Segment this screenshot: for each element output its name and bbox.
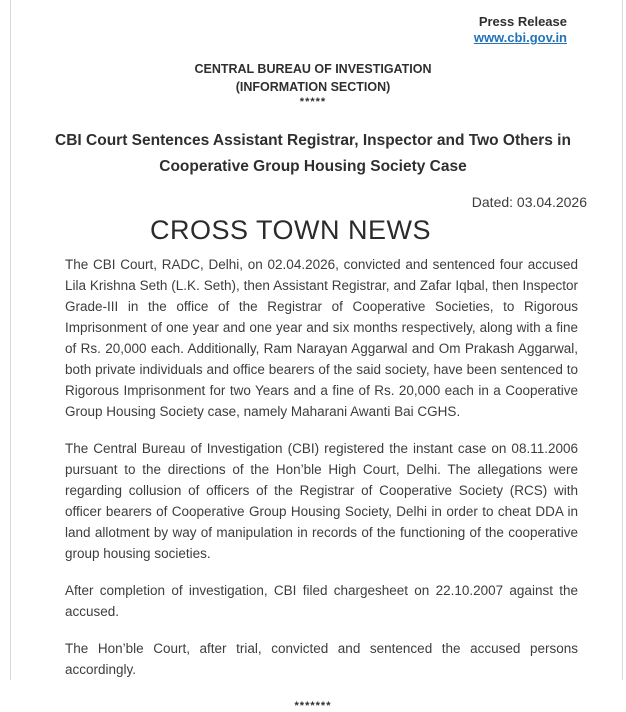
title-line-2: Cooperative Group Housing Society Case <box>159 158 467 175</box>
footer-separator: ******* <box>294 700 332 712</box>
paragraph-4: The Hon’ble Court, after trial, convicted and sentenced the accused persons accordingly. <box>65 641 578 677</box>
header-separator: ***** <box>299 96 327 108</box>
document-header-right <box>0 14 626 46</box>
paragraph-3: After completion of investigation, CBI filed chargesheet on 22.10.2007 against the accused. <box>65 583 578 619</box>
press-release-title <box>40 128 586 180</box>
press-release-label: Press Release <box>478 14 567 29</box>
cross-town-news-watermark: CROSS TOWN NEWS <box>150 215 432 245</box>
date-line: Dated: 03.04.2026 <box>471 194 587 210</box>
cbi-website-link[interactable]: www.cbi.gov.in <box>473 30 567 45</box>
org-name: CENTRAL BUREAU OF INVESTIGATION <box>194 62 432 76</box>
page-right-border <box>622 0 623 680</box>
page-left-border <box>10 0 11 680</box>
paragraph-2: The Central Bureau of Investigation (CBI) registered the instant case on 08.11.2006 pursuant to the directions of the Hon’ble High Court, Delhi. The allegations were regarding collusion of officers of the Registrar of Cooperative Society (RCS) with officer bearers of Cooperative Group Housing Society, Delhi in order to cheat DDA in land allotment by way of manipulation in records of the functioning of the cooperative group housing societies. <box>65 441 578 561</box>
press-release-body <box>65 254 578 680</box>
title-line-1: CBI Court Sentences Assistant Registrar, Inspector and Two Others in <box>55 132 571 149</box>
paragraph-1: The CBI Court, RADC, Delhi, on 02.04.2026, convicted and sentenced four accused Lila Krishna Seth (L.K. Seth), then Assistant Registrar, and Zafar Iqbal, then Inspector Grade-III in the office of the Registrar of Cooperative Societies, to Rigorous Imprisonment of one year and one year and six months respectively, along with a fine of Rs. 20,000 each. Additionally, Ram Narayan Aggarwal and Om Prakash Aggarwal, both private individuals and office bearers of the said society, have been sentenced to Rigorous Imprisonment for two Years and a fine of Rs. 20,000 each in a Cooperative Group Housing Society case, namely Maharani Awanti Bai CGHS. <box>65 257 578 419</box>
section-name: (INFORMATION SECTION) <box>235 80 391 94</box>
